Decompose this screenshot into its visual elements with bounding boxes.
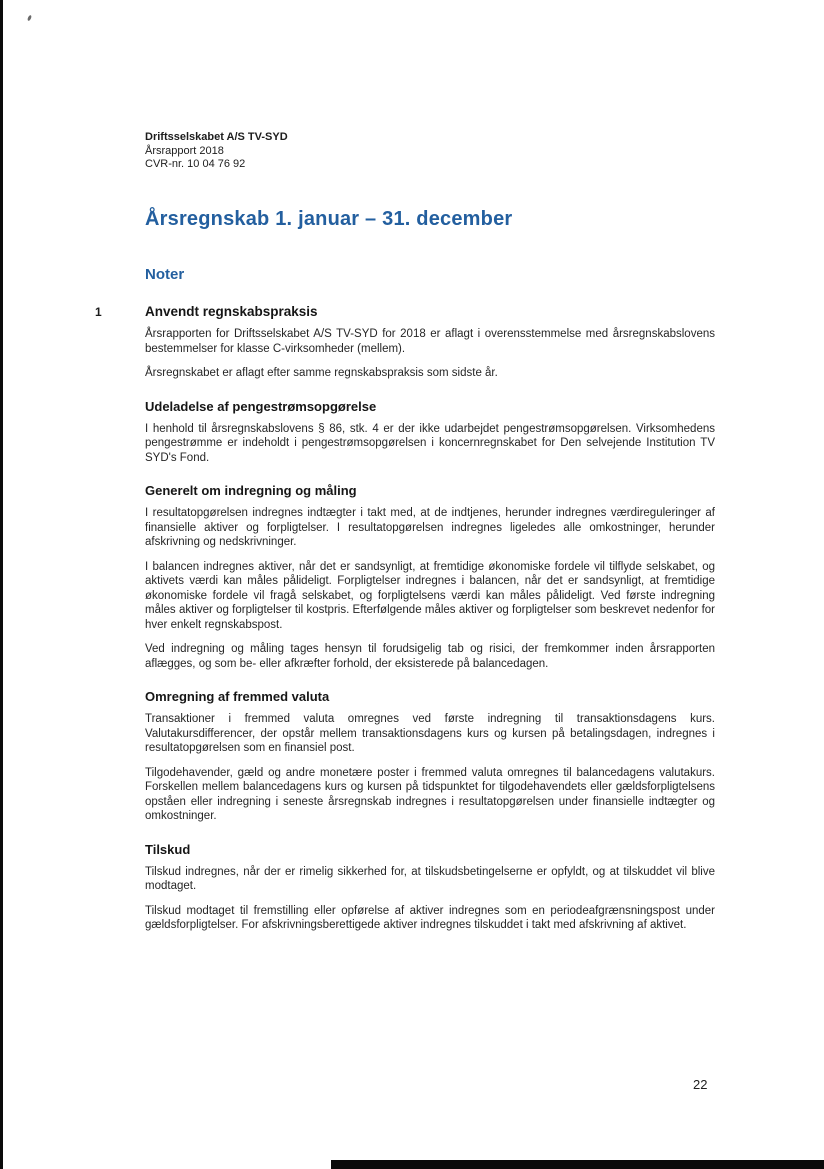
section-heading-anvendt-regnskabspraksis: Anvendt regnskabspraksis <box>145 304 318 319</box>
paragraph: Tilskud modtaget til fremstilling eller opførelse af aktiver indregnes som en periodeafgrænsningspost under gældsforpligtelser. For afskrivningsberettigede aktiver indregnes tilskuddet i takt med afskrivning af aktivet. <box>145 904 715 931</box>
scan-edge-artifact-left <box>0 0 3 1169</box>
cvr-number: CVR-nr. 10 04 76 92 <box>145 158 246 170</box>
paragraph: I balancen indregnes aktiver, når det er sandsynligt, at fremtidige økonomiske fordele vil tilflyde selskabet, og aktivets værdi kan måles pålideligt. Forpligtelser indregnes i balancen, når det er sandsynligt, at fremtidige økonomiske fordele vil fragå selskabet, og forpligtelsens værdi kan måles pålideligt. Ved første indregning måles aktiver og forpligtelser til kostpris. Efterfølgende måles aktiver og forpligtelser som beskrevet nedenfor for hver enkelt regnskabspost. <box>145 560 715 631</box>
paragraph: Tilgodehavender, gæld og andre monetære poster i fremmed valuta omregnes til balancedagens valutakurs. Forskellen mellem balancedagens kurs og kursen på tidspunktet for tilgodehavendets eller gældsforpligtelsens opståen eller indregning i seneste årsregnskab indregnes i resultatopgørelsen under finansielle indtægter og omkostninger. <box>145 766 715 822</box>
note-content <box>145 304 715 933</box>
page-number: 22 <box>693 1077 708 1092</box>
paragraph: Tilskud indregnes, når der er rimelig sikkerhed for, at tilskudsbetingelserne er opfyldt, og at tilskuddet vil blive modtaget. <box>145 865 715 892</box>
paragraph: Transaktioner i fremmed valuta omregnes ved første indregning til transaktionsdagens kurs. Valutakursdifferencer, der opstår mellem transaktionsdagens kurs og kursen på betalingsdagen, indregnes i resultatopgørelsen som en finansiel post. <box>145 713 715 754</box>
document-header <box>145 131 288 172</box>
scan-speck <box>27 15 32 22</box>
note-1 <box>95 304 715 943</box>
scan-edge-artifact-bottom <box>331 1160 824 1169</box>
document-title: Årsregnskab 1. januar – 31. december <box>145 208 513 230</box>
paragraph: Ved indregning og måling tages hensyn til forudsigelig tab og risici, der fremkommer inden årsrapporten aflægges, og som be- eller afkræfter forhold, der eksisterede på balancedagen. <box>145 643 715 670</box>
section-heading-omregning-af-fremmed-valuta: Omregning af fremmed valuta <box>145 689 330 704</box>
section-heading-tilskud: Tilskud <box>145 841 191 857</box>
paragraph: I henhold til årsregnskabslovens § 86, stk. 4 er der ikke udarbejdet pengestrømsopgørelsen. Virksomhedens pengestrømme er indeholdt i pengestrømsopgørelsen i koncernregnskabet for Den selvejende Institution TV SYD's Fond. <box>145 422 715 464</box>
note-number: 1 <box>95 305 102 319</box>
notes-heading: Noter <box>145 266 185 283</box>
paragraph: I resultatopgørelsen indregnes indtægter i takt med, at de indtjenes, herunder indregnes værdireguleringer af finansielle aktiver og forpligtelser. I resultatopgørelsen indregnes ligeledes alle omkostninger, herunder afskrivning og nedskrivninger. <box>145 507 715 548</box>
report-year: Årsrapport 2018 <box>145 144 224 157</box>
section-heading-udeladelse-af-pengestromsopgorelse: Udeladelse af pengestrømsopgørelse <box>145 398 377 414</box>
paragraph: Årsrapporten for Driftsselskabet A/S TV-SYD for 2018 er aflagt i overensstemmelse med årsregnskabslovens bestemmelser for klasse C-virksomheder (mellem). <box>145 328 715 355</box>
section-heading-generelt-om-indregning-og-maling: Generelt om indregning og måling <box>145 483 357 498</box>
company-name: Driftsselskabet A/S TV-SYD <box>145 131 288 143</box>
paragraph: Årsregnskabet er aflagt efter samme regnskabspraksis som sidste år. <box>145 367 498 379</box>
